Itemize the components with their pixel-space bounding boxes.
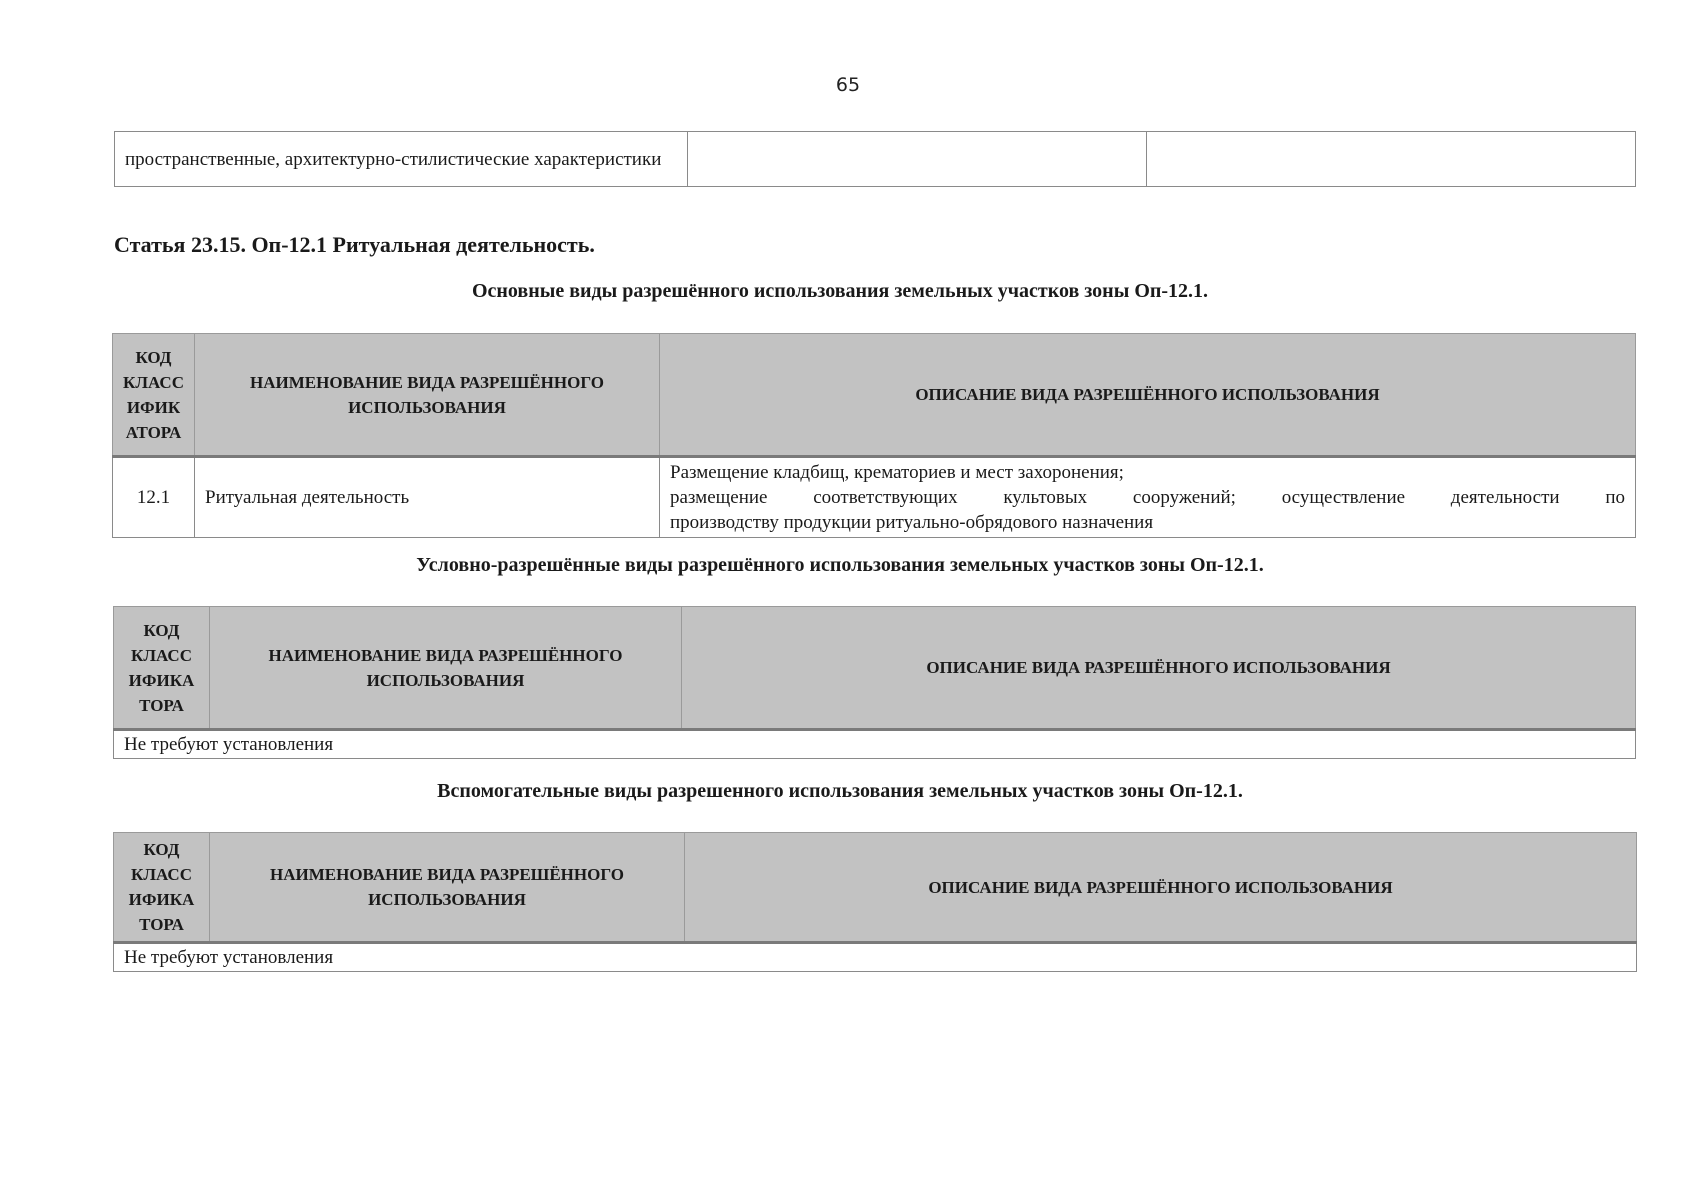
table-row — [114, 943, 1637, 972]
table-header-row — [114, 833, 1637, 943]
page-number: 65 — [835, 74, 861, 96]
table-cell — [688, 132, 1147, 187]
note-cell: Не требуют установления — [114, 730, 1636, 759]
description-cell — [660, 457, 1636, 538]
auxiliary-uses-table — [113, 832, 1637, 972]
table-header-row — [113, 334, 1636, 457]
table-row — [115, 132, 1636, 187]
table-cell: пространственные, архитектурно-стилистические характеристики — [115, 132, 688, 187]
code-cell: 12.1 — [113, 457, 195, 538]
code-column-header: КОД КЛАСС ИФИКА ТОРА — [114, 607, 210, 730]
description-line: производству продукции ритуально-обрядового назначения — [670, 512, 1154, 533]
conditional-uses-title: Условно-разрешённые виды разрешённого использования земельных участков зоны Оп-12.1. — [416, 554, 1264, 576]
code-column-header: КОД КЛАСС ИФИКА ТОРА — [114, 833, 210, 943]
table-cell — [1147, 132, 1636, 187]
name-column-header: НАИМЕНОВАНИЕ ВИДА РАЗРЕШЁННОГО ИСПОЛЬЗОВАНИЯ — [195, 334, 660, 457]
conditional-uses-table — [113, 606, 1636, 759]
main-uses-table — [112, 333, 1636, 538]
article-title: Статья 23.15. Оп-12.1 Ритуальная деятельность. — [114, 232, 595, 257]
name-cell: Ритуальная деятельность — [195, 457, 660, 538]
description-column-header: ОПИСАНИЕ ВИДА РАЗРЕШЁННОГО ИСПОЛЬЗОВАНИЯ — [685, 833, 1637, 943]
description-line: Размещение кладбищ, крематориев и мест захоронения; — [670, 462, 1124, 483]
previous-table-fragment — [114, 131, 1636, 187]
name-column-header: НАИМЕНОВАНИЕ ВИДА РАЗРЕШЁННОГО ИСПОЛЬЗОВАНИЯ — [210, 833, 685, 943]
name-column-header: НАИМЕНОВАНИЕ ВИДА РАЗРЕШЁННОГО ИСПОЛЬЗОВАНИЯ — [210, 607, 682, 730]
table-header-row — [114, 607, 1636, 730]
table-row — [113, 457, 1636, 538]
table-row — [114, 730, 1636, 759]
main-uses-title: Основные виды разрешённого использования земельных участков зоны Оп-12.1. — [471, 280, 1209, 302]
description-column-header: ОПИСАНИЕ ВИДА РАЗРЕШЁННОГО ИСПОЛЬЗОВАНИЯ — [682, 607, 1636, 730]
code-column-header: КОД КЛАСС ИФИК АТОРА — [113, 334, 195, 457]
note-cell: Не требуют установления — [114, 943, 1637, 972]
auxiliary-uses-title: Вспомогательные виды разрешенного использования земельных участков зоны Оп-12.1. — [437, 780, 1243, 802]
description-column-header: ОПИСАНИЕ ВИДА РАЗРЕШЁННОГО ИСПОЛЬЗОВАНИЯ — [660, 334, 1636, 457]
description-line: размещение соответствующих культовых сооружений; осуществление деятельности по — [670, 487, 1625, 508]
